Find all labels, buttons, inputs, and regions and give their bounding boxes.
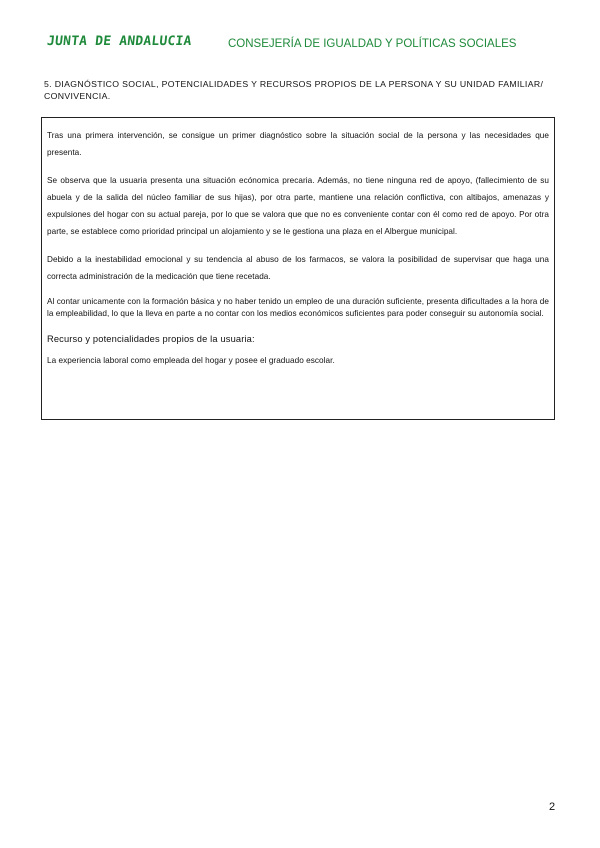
page-header xyxy=(0,0,600,60)
section-title: 5. DIAGNÓSTICO SOCIAL, POTENCIALIDADES Y RECURSOS PROPIOS DE LA PERSONA Y SU UNIDAD FAMILIAR/ CONVIVENCIA. xyxy=(44,79,544,101)
junta-de-andalucia-logo: JUNTA DE ANDALUCIA xyxy=(46,34,193,49)
page-number: 2 xyxy=(549,801,556,813)
diagnosis-box xyxy=(41,117,555,420)
paragraph-medication: Debido a la inestabilidad emocional y su tendencia al abuso de los farmacos, se valora la posibilidad de supervisar que haga una correcta administración de la medicación que tiene recetada. xyxy=(47,255,549,281)
department-name: CONSEJERÍA DE IGUALDAD Y POLÍTICAS SOCIALES xyxy=(228,38,517,50)
paragraph-resources: La experiencia laboral como empleada del hogar y posee el graduado escolar. xyxy=(47,356,335,365)
paragraph-employability: Al contar unicamente con la formación básica y no haber tenido un empleo de una duración suficiente, presenta dificultades a la hora de la empleabilidad, lo que la lleva en parte a no contar con los medios económicos suficientes para poder conseguir su autonomía social. xyxy=(47,297,549,318)
paragraph-initial-diagnosis: Tras una primera intervención, se consigue un primer diagnóstico sobre la situación social de la persona y las necesidades que presenta. xyxy=(47,131,549,157)
resources-heading: Recurso y potencialidades propios de la usuaria: xyxy=(47,334,255,344)
paragraph-economic-situation: Se observa que la usuaria presenta una situación ecónomica precaria. Además, no tiene ninguna red de apoyo, (fallecimiento de su abuela y de la salida del núcleo familiar de sus hijas), por otra parte, mantiene una relación conflictiva, con altibajos, amenazas y expulsiones del hogar con su actual pareja, por lo que se valora que que no es conveniente contar con él como red de apoyo. Por otra parte, se establece como prioridad principal un alojamiento y se le gestiona una plaza en el Albergue municipal. xyxy=(47,176,549,236)
